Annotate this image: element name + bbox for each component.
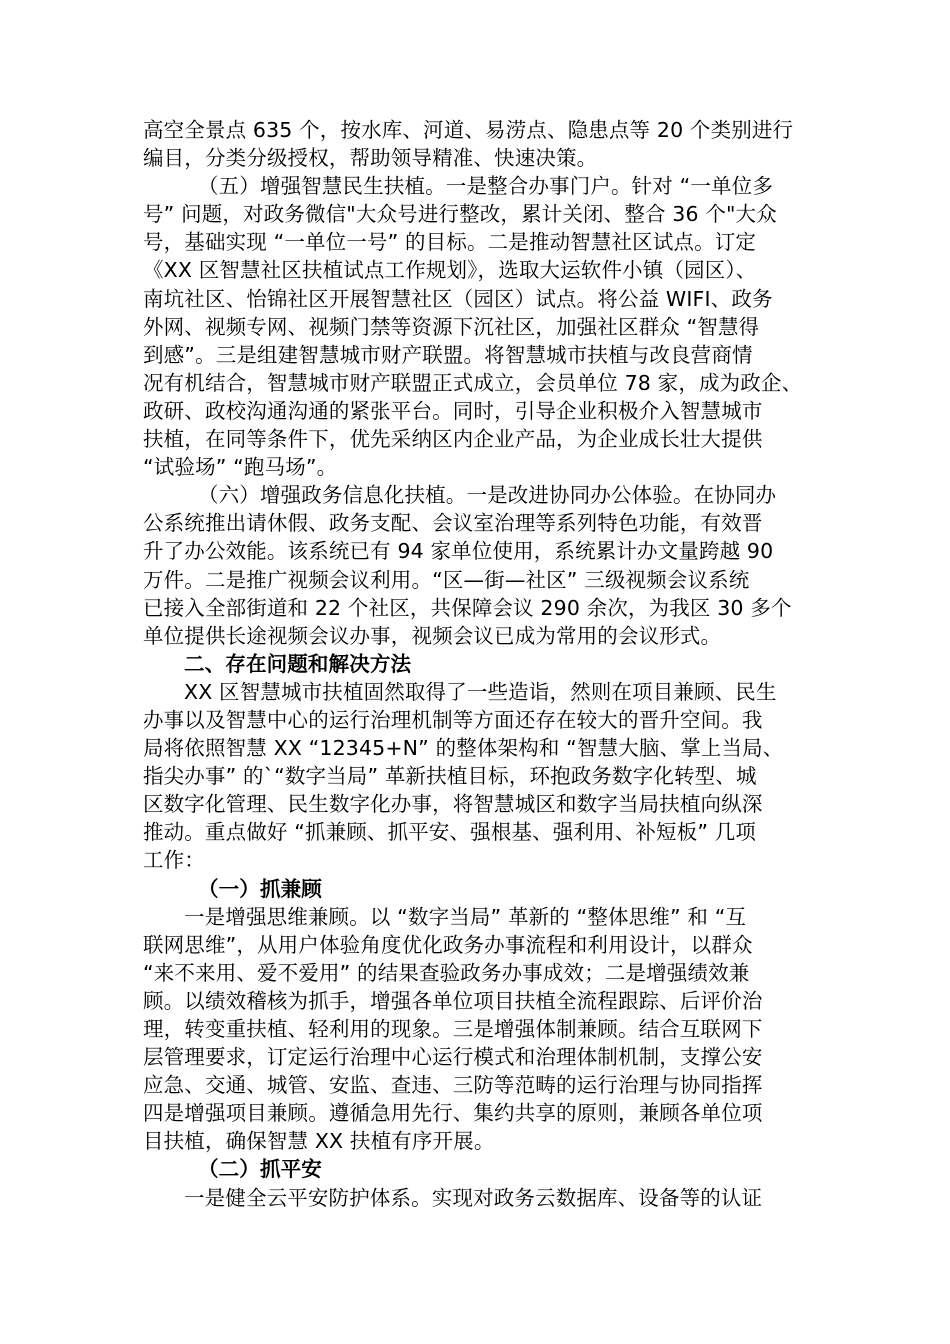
paragraph-line: 局将依照智慧 XX “12345+N” 的整体架构和 “智慧大脑、掌上当局、 [143,736,784,761]
section-heading: 二、存在问题和解决方法 [184,651,412,676]
paragraph-line: 政研、政校沟通沟通的紧张平台。同时，引导企业积极介入智慧城市 [143,398,763,423]
paragraph-line: 顾。以绩效稽核为抓手，增强各单位项目扶植全流程跟踪、后评价治 [143,988,763,1013]
paragraph-line: “试验场” “跑马场”。 [143,455,338,480]
paragraph-line: 已接入全部街道和 22 个社区，共保障会议 290 余次，为我区 30 多个 [143,595,792,620]
paragraph-line: 编目，分类分级授权，帮助领导精准、快速决策。 [143,146,598,171]
paragraph-line: 万件。二是推广视频会议利用。“区—街—社区” 三级视频会议系统 [143,567,750,592]
paragraph-line: 一是健全云平安防护体系。实现对政务云数据库、设备等的认证 [184,1185,763,1210]
paragraph-line: 到感”。三是组建智慧城市财产联盟。将智慧城市扶植与改良营商情 [143,342,753,367]
paragraph-line: 四是增强项目兼顾。遵循急用先行、集约共享的原则，兼顾各单位项 [143,1101,763,1126]
paragraph-line: 况有机结合，智慧城市财产联盟正式成立，会员单位 78 家，成为政企、 [143,370,803,395]
paragraph-line: 指尖办事” 的`“数字当局” 革新扶植目标，环抱政务数字化转型、城 [143,764,757,789]
paragraph-line: 目扶植，确保智慧 XX 扶植有序开展。 [143,1129,495,1154]
paragraph-line: 升了办公效能。该系统已有 94 家单位使用，系统累计办文量跨越 90 [143,539,774,564]
paragraph-line: 号” 问题，对政务微信"大众号进行整改，累计关闭、整合 36 个"大众 [143,202,777,227]
paragraph-line: 层管理要求，订定运行治理中心运行模式和治理体制机制，支撑公安 [143,1045,763,1070]
paragraph-line: 南坑社区、怡锦社区开展智慧社区（园区）试点。将公益 WIFI、政务 [143,286,773,311]
paragraph-line: 联网思维”，从用户体验角度优化政务办事流程和利用设计，以群众 [143,932,753,957]
paragraph-line: 号，基础实现 “一单位一号” 的目标。二是推动智慧社区试点。订定 [143,230,757,255]
paragraph-line: 一是增强思维兼顾。以 “数字当局” 革新的 “整体思维” 和 “互 [184,904,747,929]
paragraph-line: 推动。重点做好 “抓兼顾、抓平安、强根基、强利用、补短板” 几项 [143,820,757,845]
paragraph-line: 单位提供长途视频会议办事，视频会议已成为常用的会议形式。 [143,623,722,648]
paragraph-line: （六）增强政务信息化扶植。一是改进协同办公体验。在协同办 [198,483,777,508]
paragraph-line: 工作： [143,848,205,873]
paragraph-line: 公系统推出请休假、政务支配、会议室治理等系列特色功能，有效晋 [143,511,763,536]
paragraph-line: XX 区智慧城市扶植固然取得了一些造诣，然则在项目兼顾、民生 [184,679,777,704]
section-heading: （一）抓兼顾 [198,876,322,901]
paragraph-line: 扶植，在同等条件下，优先采纳区内企业产品，为企业成长壮大提供 [143,427,763,452]
paragraph-line: 理，转变重扶植、轻利用的现象。三是增强体制兼顾。结合互联网下 [143,1017,763,1041]
paragraph-line: （五）增强智慧民生扶植。一是整合办事门户。针对 “一单位多 [198,174,773,199]
paragraph-line: 高空全景点 635 个，按水库、河道、易涝点、隐患点等 20 个类别进行 [143,118,794,142]
document-body [143,116,811,1212]
paragraph-line: 《XX 区智慧社区扶植试点工作规划》，选取大运软件小镇（园区）、 [143,258,757,283]
section-heading: （二）抓平安 [198,1157,322,1182]
paragraph-line: 办事以及智慧中心的运行治理机制等方面还存在较大的晋升空间。我 [143,707,763,732]
paragraph-line: “来不来用、爱不爱用” 的结果查验政务办事成效；二是增强绩效兼 [143,960,750,985]
paragraph-line: 区数字化管理、民生数字化办事，将智慧城区和数字当局扶植向纵深 [143,792,763,817]
paragraph-line: 应急、交通、城管、安监、查违、三防等范畴的运行治理与协同指挥 [143,1073,763,1098]
paragraph-line: 外网、视频专网、视频门禁等资源下沉社区，加强社区群众 “智慧得 [143,314,760,339]
